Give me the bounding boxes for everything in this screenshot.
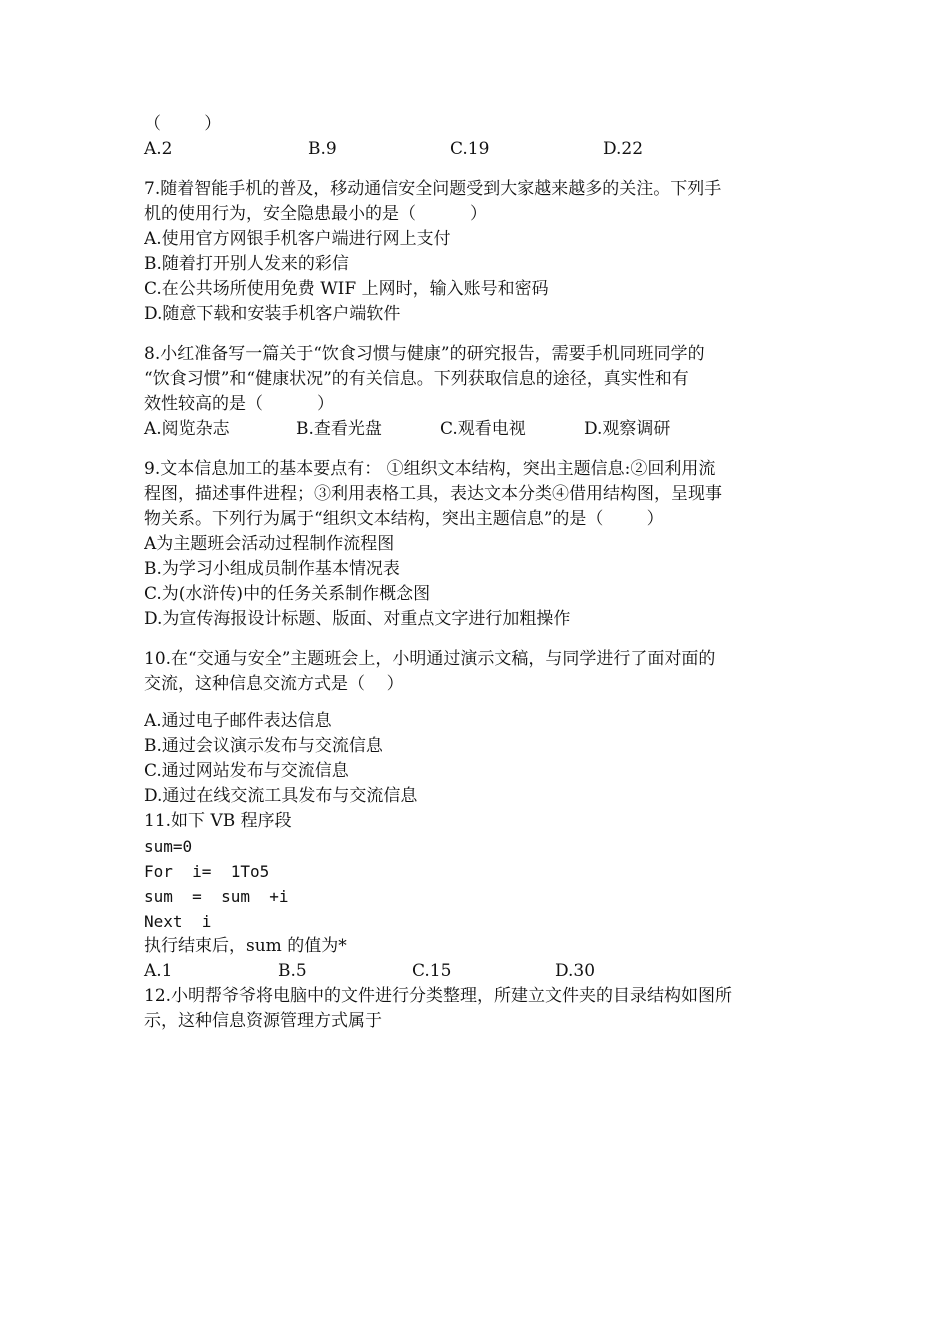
- q7-option-c: C.在公共场所使用免费 WIF 上网时，输入账号和密码: [144, 279, 549, 299]
- q8-stem-line: 效性较高的是（ ）: [144, 394, 335, 414]
- q6-option-d: D.22: [603, 139, 644, 159]
- q11-option-b: B.5: [278, 961, 307, 981]
- q7-option-b: B.随着打开别人发来的彩信: [144, 254, 349, 274]
- q10-stem-line: 10.在“交通与安全”主题班会上，小明通过演示文稿，与同学进行了面对面的: [144, 649, 716, 669]
- q9-option-a: A为主题班会活动过程制作流程图: [144, 534, 395, 554]
- q7-option-a: A.使用官方网银手机客户端进行网上支付: [144, 229, 451, 249]
- q8-option-a: A.阅览杂志: [144, 419, 230, 439]
- q11-option-a: A.1: [144, 961, 173, 981]
- q11-after-text: 执行结束后，sum 的值为*: [144, 936, 347, 956]
- q9-option-d: D.为宣传海报设计标题、版面、对重点文字进行加粗操作: [144, 609, 571, 629]
- q6-option-c: C.19: [450, 139, 490, 159]
- q11-option-c: C.15: [412, 961, 452, 981]
- q12-stem-line: 示，这种信息资源管理方式属于: [144, 1011, 382, 1031]
- q12-stem-line: 12.小明帮爷爷将电脑中的文件进行分类整理，所建立文件夹的目录结构如图所: [144, 986, 733, 1006]
- q11-options: [144, 959, 816, 984]
- q7-stem-line: 7.随着智能手机的普及，移动通信安全问题受到大家越来越多的关注。下列手: [144, 179, 722, 199]
- q6-options: [144, 137, 816, 162]
- q6-stem-tail: （ ）: [144, 114, 222, 134]
- q11-code-line: Next i: [144, 912, 212, 931]
- q11-title: 11.如下 VB 程序段: [144, 811, 292, 831]
- q8-option-d: D.观察调研: [584, 419, 671, 439]
- q11-option-d: D.30: [555, 961, 596, 981]
- q9-stem-line: 物关系。下列行为属于“组织文本结构，突出主题信息”的是（ ）: [144, 509, 664, 529]
- q8-option-c: C.观看电视: [440, 419, 526, 439]
- q9-option-b: B.为学习小组成员制作基本情况表: [144, 559, 400, 579]
- q10-option-b: B.通过会议演示发布与交流信息: [144, 736, 383, 756]
- q6-option-b: B.9: [308, 139, 337, 159]
- q11-code-line: sum=0: [144, 837, 193, 856]
- q11-code-line: For i= 1To5: [144, 862, 270, 881]
- q10-option-a: A.通过电子邮件表达信息: [144, 711, 332, 731]
- q9-option-c: C.为(水浒传)中的任务关系制作概念图: [144, 584, 431, 604]
- q10-option-d: D.通过在线交流工具发布与交流信息: [144, 786, 418, 806]
- q8-options: [144, 417, 816, 442]
- q10-stem-line: 交流，这种信息交流方式是（ ）: [144, 674, 404, 694]
- q8-stem-line: “饮食习惯”和“健康状况”的有关信息。下列获取信息的途径，真实性和有: [144, 369, 689, 389]
- document-page: [144, 112, 816, 1034]
- q9-stem-line: 9.文本信息加工的基本要点有： ①组织文本结构，突出主题信息:②回利用流: [144, 459, 716, 479]
- q7-option-d: D.随意下载和安装手机客户端软件: [144, 304, 401, 324]
- q11-code-line: sum = sum +i: [144, 887, 289, 906]
- q8-option-b: B.查看光盘: [296, 419, 382, 439]
- q9-stem-line: 程图，描述事件进程；③利用表格工具，表达文本分类④借用结构图，呈现事: [144, 484, 722, 504]
- q6-option-a: A.2: [144, 139, 173, 159]
- q7-stem-line: 机的使用行为，安全隐患最小的是（ ）: [144, 204, 488, 224]
- q8-stem-line: 8.小红准备写一篇关于“饮食习惯与健康”的研究报告，需要手机同班同学的: [144, 344, 705, 364]
- q10-option-c: C.通过网站发布与交流信息: [144, 761, 349, 781]
